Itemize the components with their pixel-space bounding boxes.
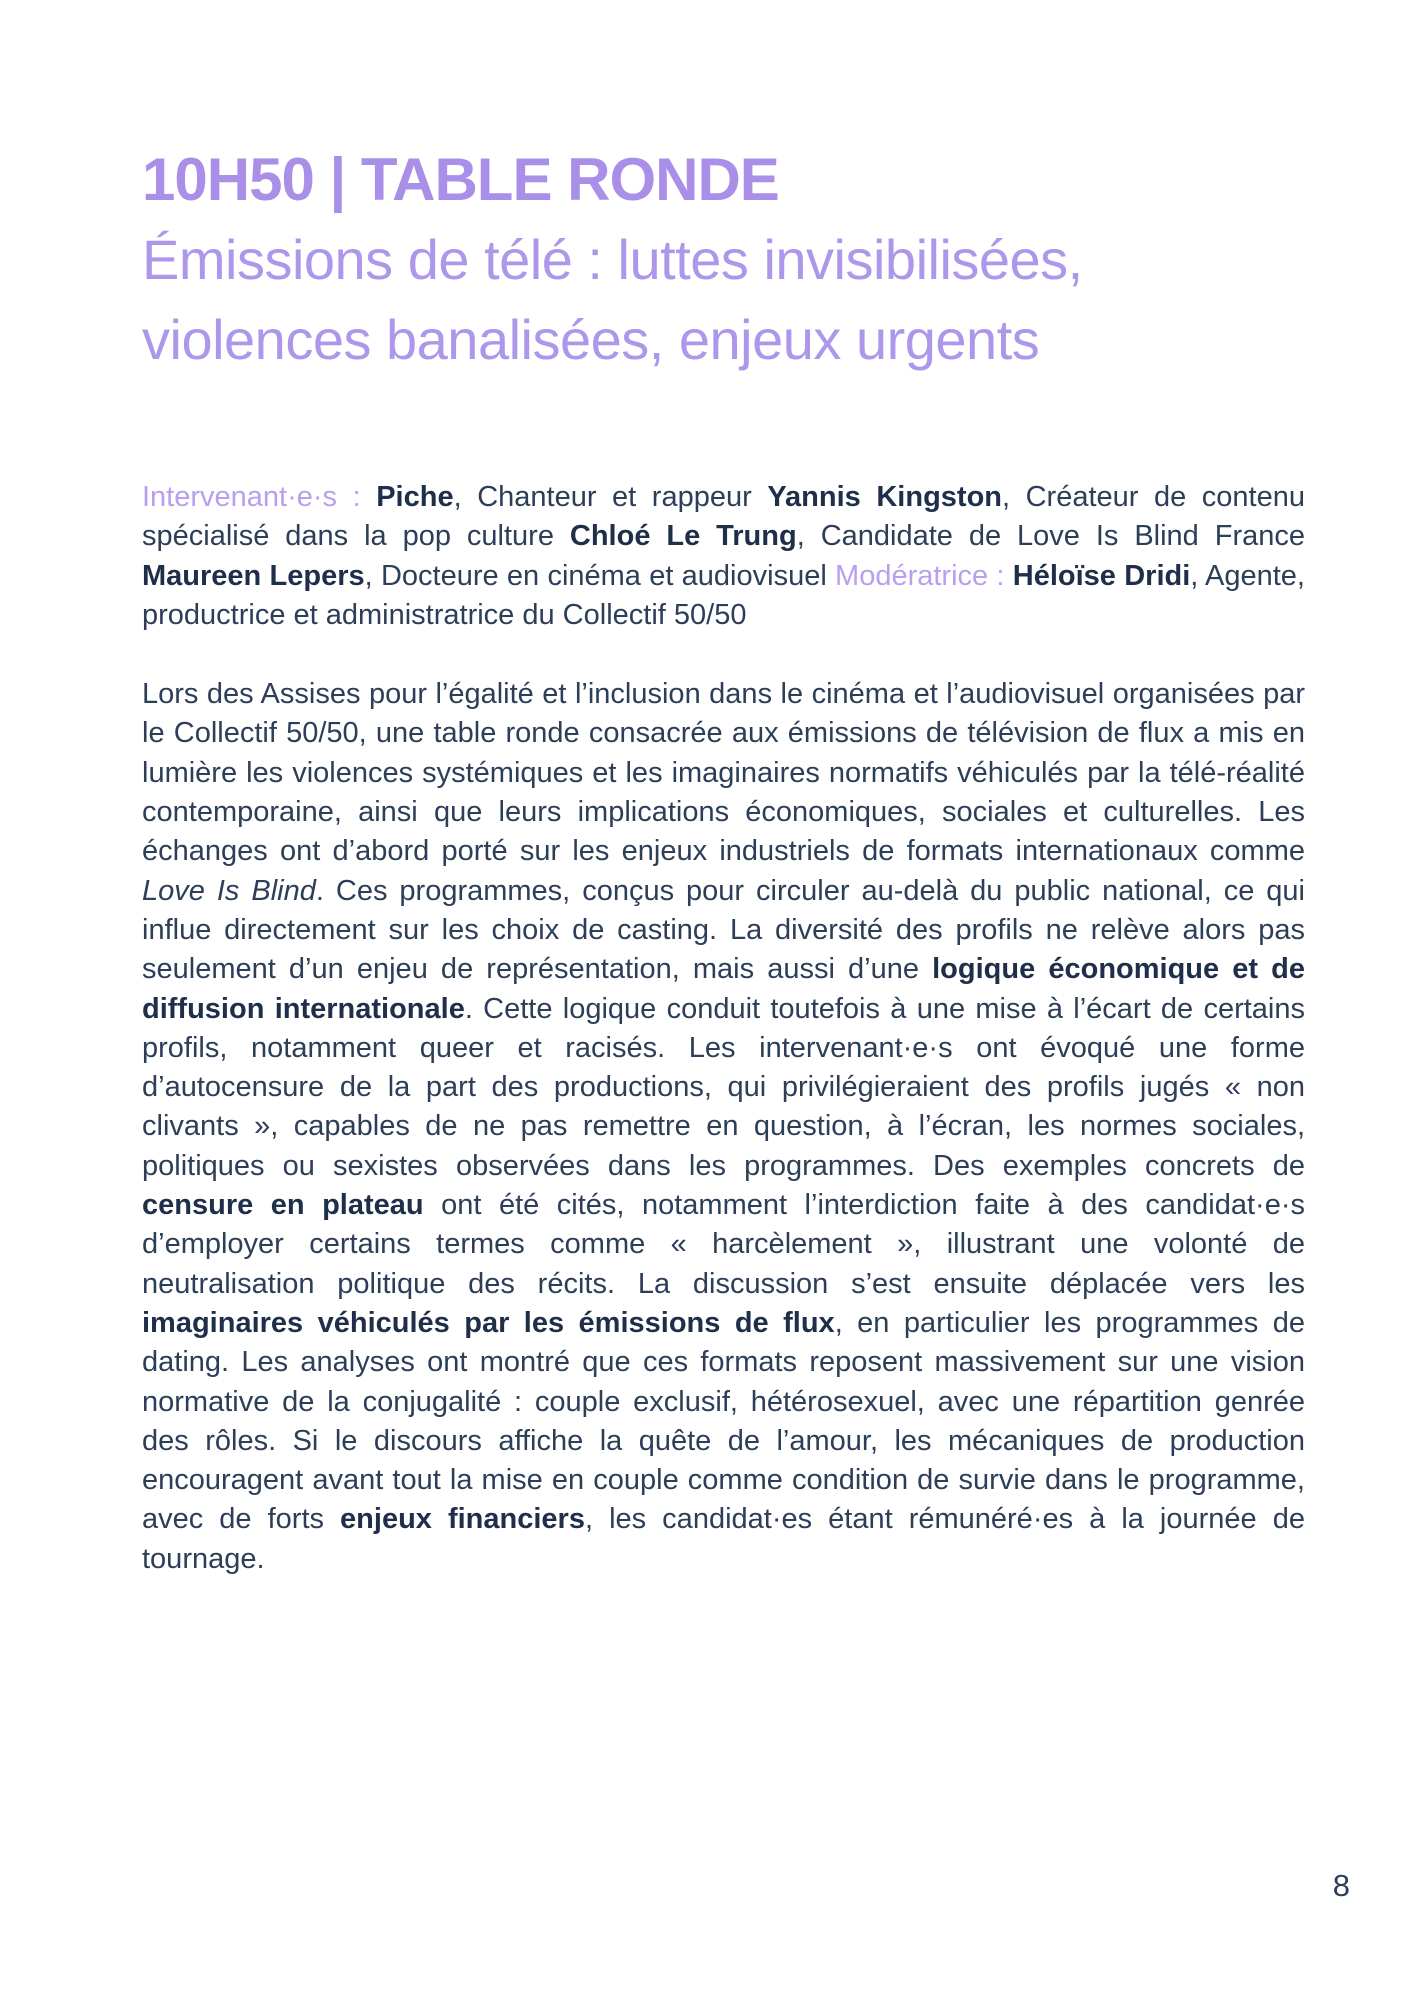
page-content (142, 140, 1305, 1579)
body-text-segment: , les candidat·es étant rémunéré·es à la journée de tournage. (142, 1503, 1305, 1575)
moderator-label: Modératrice : (835, 559, 1005, 592)
session-title: 10H50 | TABLE RONDE (142, 146, 779, 213)
emphasis-text: censure en plateau (142, 1189, 424, 1222)
speaker-name: Yannis Kingston (767, 481, 1002, 513)
speakers-label: Intervenant·e·s : (142, 481, 361, 513)
speaker-role: , Docteure en cinéma et audiovisuel (364, 559, 836, 592)
body-text-segment: , en particulier les programmes de dating. Les analyses ont montré que ces formats reposent massivement sur une vision normative de la conjugalité : couple exclusif, hétérosexuel, avec une répartition genrée des rôles. Si le discours affiche la quête de l’amour, les mécaniques de production encouragent avant tout la mise en couple comme condition de survie dans le programme, avec de forts (142, 1306, 1305, 1536)
body-paragraph (142, 675, 1305, 1579)
speaker-role: , Créateur de contenu spécialisé dans la pop culture (142, 481, 1306, 553)
page-number: 8 (1332, 1868, 1350, 1903)
show-title-italic: Love Is Blind (142, 874, 316, 907)
emphasis-text: logique économique et de diffusion internationale (142, 953, 1306, 1025)
emphasis-text: imaginaires véhiculés par les émissions de flux (142, 1306, 835, 1339)
session-subtitle (142, 220, 1305, 380)
speakers-paragraph (142, 478, 1305, 635)
speaker-name: Piche (376, 481, 454, 513)
body-text-segment: Lors des Assises pour l’égalité et l’inclusion dans le cinéma et l’audiovisuel organisées par le Collectif 50/50, une table ronde consacrée aux émissions de télévision de flux a mis en lumière les violences systémiques et les imaginaires normatifs véhiculés par la télé-réalité contemporaine, ainsi que leurs implications économiques, sociales et culturelles. Les échanges ont d’abord porté sur les enjeux industriels de formats internationaux comme (142, 678, 1305, 868)
emphasis-text: enjeux financiers (340, 1503, 585, 1536)
body-text-segment: ont été cités, notamment l’interdiction faite à des candidat·e·s d’employer certains termes comme « harcèlement », illustrant une volonté de neutralisation politique des récits. La discussion s’est ensuite déplacée vers les (142, 1189, 1306, 1300)
moderator-role: , Agente, productrice et administratrice du Collectif 50/50 (142, 559, 1305, 631)
moderator-name: Héloïse Dridi (1012, 559, 1191, 592)
speaker-name: Chloé Le Trung (569, 520, 797, 553)
speaker-role: , Candidate de Love Is Blind France (796, 520, 1306, 553)
body-text-segment: . Cette logique conduit toutefois à une mise à l’écart de certains profils, notamment queer et racisés. Les intervenant·e·s ont évoqué une forme d’autocensure de la part des productions, qui privilégieraient des profils jugés « non clivants », capables de ne pas remettre en question, à l’écran, les normes sociales, politiques ou sexistes observées dans les programmes. Des exemples concrets de (142, 992, 1305, 1182)
speaker-name: Maureen Lepers (142, 559, 365, 592)
body-text-segment: . Ces programmes, conçus pour circuler au-delà du public national, ce qui influe directement sur les choix de casting. La diversité des profils ne relève alors pas seulement d’un enjeu de représentation, mais aussi d’une (142, 874, 1305, 986)
subtitle-line-2: violences banalisées, enjeux urgents (142, 308, 1040, 371)
speaker-role: , Chanteur et rappeur (453, 481, 768, 513)
subtitle-line-1: Émissions de télé : luttes invisibilisées, (142, 228, 1083, 291)
